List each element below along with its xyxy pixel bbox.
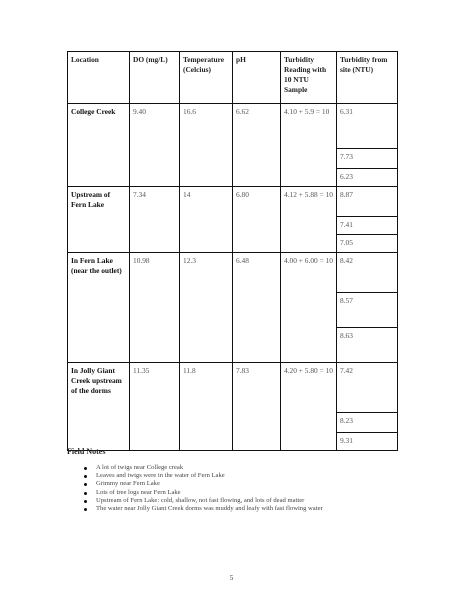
- table-row: [68, 104, 398, 149]
- temperature-cell: 16.6: [180, 104, 233, 187]
- header-do: DO (mg/L): [130, 52, 180, 104]
- do-cell: 11.35: [130, 363, 180, 451]
- ph-cell: 6.48: [233, 253, 281, 363]
- list-item: Lots of tree logs near Fern Lake: [84, 489, 414, 497]
- turbidity-site-cell: 7.41: [337, 217, 398, 235]
- turbidity-site-cell: 8.63: [337, 328, 398, 363]
- location-cell: In Fern Lake (near the outlet): [68, 253, 130, 363]
- turbidity-site-cell: 8.87: [337, 187, 398, 217]
- header-turbidity-reading: Turbidity Reading with 10 NTU Sample: [281, 52, 337, 104]
- turbidity-site-cell: 8.23: [337, 413, 398, 433]
- turbidity-site-cell: 9.31: [337, 433, 398, 451]
- header-temperature: Temperature (Celcius): [180, 52, 233, 104]
- list-item: Leaves and twigs were in the water of Fern Lake: [84, 472, 414, 480]
- location-cell: College Creek: [68, 104, 130, 187]
- turbidity-site-cell: 8.42: [337, 253, 398, 293]
- ph-cell: 6.80: [233, 187, 281, 253]
- location-cell: Upstream of Fern Lake: [68, 187, 130, 253]
- list-item: A lot of twigs near College creak: [84, 464, 414, 472]
- water-quality-table: [67, 51, 398, 451]
- header-ph: pH: [233, 52, 281, 104]
- turbidity-reading-cell: 4.00 + 6.00 = 10: [281, 253, 337, 363]
- turbidity-site-cell: 6.31: [337, 104, 398, 149]
- turbidity-site-cell: 7.42: [337, 363, 398, 413]
- list-item: Upstream of Fern Lake: cold, shallow, not fast flowing, and lots of dead matter: [84, 497, 414, 505]
- temperature-cell: 12.3: [180, 253, 233, 363]
- do-cell: 10.98: [130, 253, 180, 363]
- turbidity-reading-cell: 4.12 + 5.88 = 10: [281, 187, 337, 253]
- list-item: Grimmy near Fern Lake: [84, 480, 414, 488]
- turbidity-site-cell: 6.23: [337, 169, 398, 187]
- table-row: [68, 187, 398, 217]
- turbidity-site-cell: 7.05: [337, 235, 398, 253]
- field-notes-list: [84, 464, 414, 513]
- ph-cell: 6.62: [233, 104, 281, 187]
- do-cell: 9.40: [130, 104, 180, 187]
- turbidity-reading-cell: 4.10 + 5.9 = 10: [281, 104, 337, 187]
- temperature-cell: 14: [180, 187, 233, 253]
- temperature-cell: 11.8: [180, 363, 233, 451]
- header-turbidity-site: Turbidity from site (NTU): [337, 52, 398, 104]
- list-item: The water near Jolly Giant Creek dorms was muddy and leafy with fast flowing water: [84, 505, 414, 513]
- field-notes-title: Field Notes: [67, 447, 106, 456]
- header-row: [68, 52, 398, 104]
- location-cell: In Jolly Giant Creek upstream of the dorms: [68, 363, 130, 451]
- page-number: 5: [229, 573, 234, 582]
- header-location: Location: [68, 52, 130, 104]
- turbidity-site-cell: 8.57: [337, 293, 398, 328]
- do-cell: 7.34: [130, 187, 180, 253]
- turbidity-reading-cell: 4.20 + 5.80 = 10: [281, 363, 337, 451]
- turbidity-site-cell: 7.73: [337, 149, 398, 169]
- table-row: [68, 363, 398, 413]
- table-row: [68, 253, 398, 293]
- ph-cell: 7.83: [233, 363, 281, 451]
